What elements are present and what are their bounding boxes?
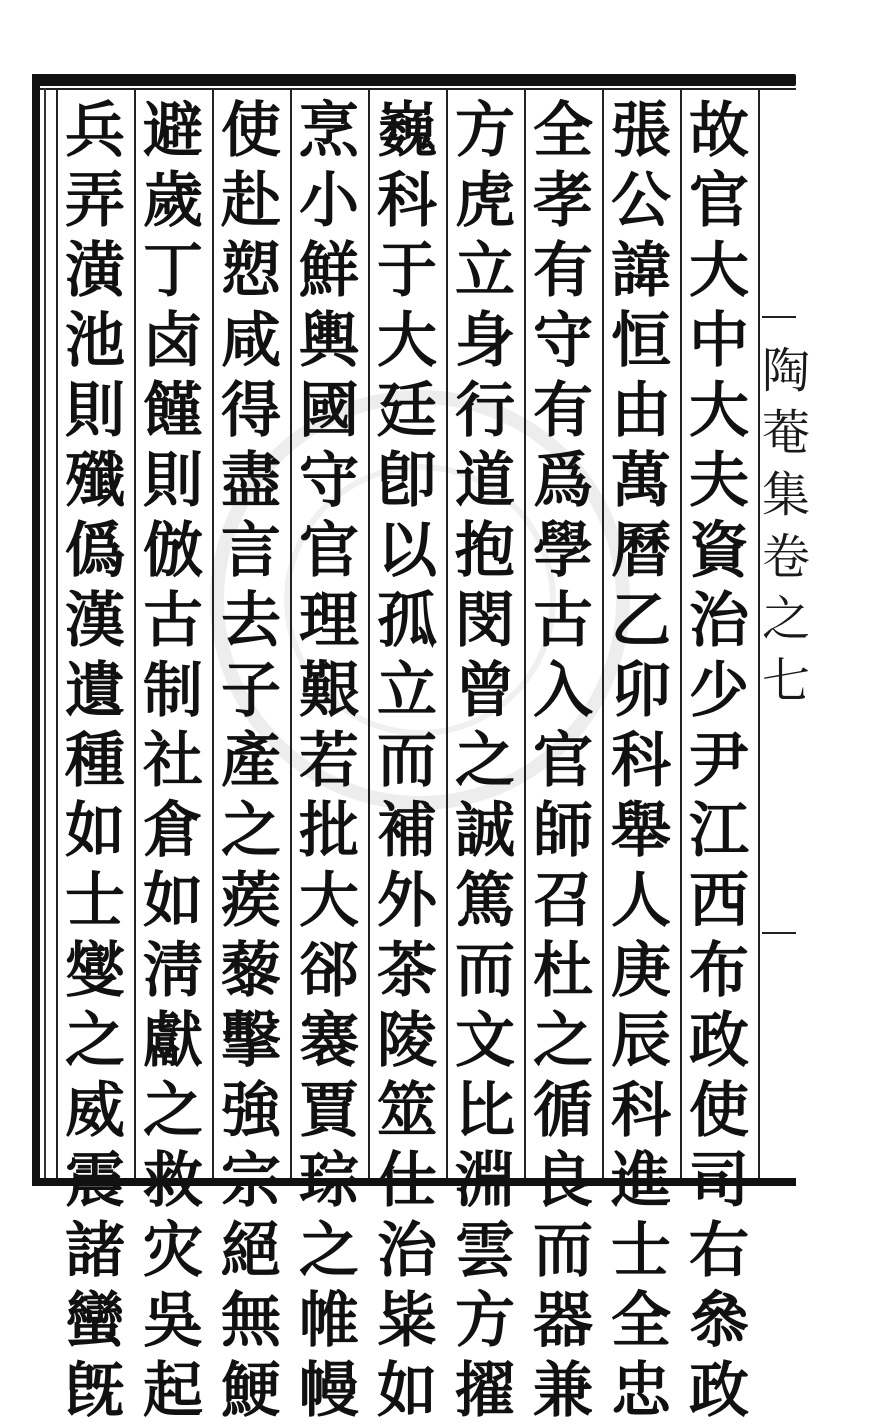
frame-left-border	[32, 74, 40, 1186]
column-character: 有	[533, 376, 593, 446]
column-character: 官	[689, 166, 749, 236]
column-character: 比	[455, 1076, 515, 1146]
column-character: 卤	[143, 306, 203, 376]
column-character: 召	[533, 866, 593, 936]
column-character: 循	[533, 1076, 593, 1146]
column-character: 宗	[221, 1146, 281, 1216]
column-character: 科	[611, 1076, 671, 1146]
column-character: 辰	[611, 1006, 671, 1076]
column-character: 絕	[221, 1216, 281, 1286]
column-character: 而	[533, 1216, 593, 1286]
column-character: 燮	[65, 936, 125, 1006]
column-character: 若	[299, 726, 359, 796]
column-character: 如	[377, 1356, 437, 1426]
text-column	[216, 96, 286, 1426]
column-character: 進	[611, 1146, 671, 1216]
column-character: 使	[221, 96, 281, 166]
column-character: 吳	[143, 1286, 203, 1356]
column-character: 廷	[377, 376, 437, 446]
banxin-title	[762, 340, 811, 712]
column-character: 起	[143, 1356, 203, 1426]
column-character: 科	[611, 726, 671, 796]
column-character: 行	[455, 376, 515, 446]
column-character: 曆	[611, 516, 671, 586]
column-character: 器	[533, 1286, 593, 1356]
column-character: 理	[299, 586, 359, 656]
column-character: 得	[221, 376, 281, 446]
column-character: 科	[377, 166, 437, 236]
column-character: 于	[377, 236, 437, 306]
column-character: 官	[299, 516, 359, 586]
column-character: 文	[455, 1006, 515, 1076]
column-character: 全	[611, 1286, 671, 1356]
text-column	[60, 96, 130, 1426]
column-character: 乙	[611, 586, 671, 656]
column-character: 之	[299, 1216, 359, 1286]
column-character: 古	[533, 586, 593, 656]
column-character: 賈	[299, 1076, 359, 1146]
column-character: 政	[689, 1356, 749, 1426]
column-character: 諱	[611, 236, 671, 306]
column-character: 守	[533, 306, 593, 376]
column-character: 杜	[533, 936, 593, 1006]
column-character: 而	[455, 936, 515, 1006]
column-character: 外	[377, 866, 437, 936]
column-character: 師	[533, 796, 593, 866]
column-character: 抱	[455, 516, 515, 586]
column-character: 強	[221, 1076, 281, 1146]
frame-top-border	[32, 74, 796, 86]
banxin-character: 菴	[762, 405, 811, 461]
column-character: 大	[299, 866, 359, 936]
column-character: 卽	[377, 446, 437, 516]
banxin-character: 集	[762, 467, 811, 523]
column-character: 威	[65, 1076, 125, 1146]
column-character: 帷	[299, 1286, 359, 1356]
column-character: 之	[143, 1076, 203, 1146]
column-character: 無	[221, 1286, 281, 1356]
column-character: 方	[455, 96, 515, 166]
column-character: 遺	[65, 656, 125, 726]
column-character: 弄	[65, 166, 125, 236]
column-character: 筮	[377, 1076, 437, 1146]
column-character: 有	[533, 236, 593, 306]
column-character: 子	[221, 656, 281, 726]
column-character: 殲	[65, 446, 125, 516]
column-character: 池	[65, 306, 125, 376]
column-character: 琮	[299, 1146, 359, 1216]
column-character: 人	[611, 866, 671, 936]
column-character: 咸	[221, 306, 281, 376]
column-character: 方	[455, 1286, 515, 1356]
column-character: 恒	[611, 306, 671, 376]
column-character: 蒺	[221, 866, 281, 936]
column-character: 叅	[689, 1286, 749, 1356]
text-column	[372, 96, 442, 1426]
column-character: 社	[143, 726, 203, 796]
column-character: 蠻	[65, 1286, 125, 1356]
frame-left-inner-line	[44, 88, 46, 1178]
text-column	[606, 96, 676, 1426]
column-divider	[446, 90, 448, 1178]
column-character: 愬	[221, 236, 281, 306]
column-character: 官	[533, 726, 593, 796]
column-character: 震	[65, 1146, 125, 1216]
column-character: 鮮	[299, 236, 359, 306]
text-column	[450, 96, 520, 1426]
column-character: 救	[143, 1146, 203, 1216]
column-character: 則	[65, 376, 125, 446]
column-character: 公	[611, 166, 671, 236]
column-character: 灾	[143, 1216, 203, 1286]
column-character: 批	[299, 796, 359, 866]
column-character: 少	[689, 656, 749, 726]
column-character: 旣	[65, 1356, 125, 1426]
column-character: 道	[455, 446, 515, 516]
column-divider	[56, 90, 58, 1178]
column-character: 倉	[143, 796, 203, 866]
column-character: 擊	[221, 1006, 281, 1076]
column-character: 閔	[455, 586, 515, 656]
column-character: 赴	[221, 166, 281, 236]
column-character: 制	[143, 656, 203, 726]
column-character: 張	[611, 96, 671, 166]
column-character: 擢	[455, 1356, 515, 1426]
column-character: 資	[689, 516, 749, 586]
column-character: 小	[299, 166, 359, 236]
column-character: 右	[689, 1216, 749, 1286]
column-divider	[680, 90, 682, 1178]
column-character: 倣	[143, 516, 203, 586]
column-character: 之	[65, 1006, 125, 1076]
column-character: 粊	[377, 1286, 437, 1356]
banxin-character: 之	[762, 591, 811, 647]
column-character: 尹	[689, 726, 749, 796]
column-character: 如	[143, 866, 203, 936]
column-character: 饉	[143, 376, 203, 446]
column-character: 漢	[65, 586, 125, 656]
column-character: 雲	[455, 1216, 515, 1286]
column-character: 西	[689, 866, 749, 936]
column-character: 學	[533, 516, 593, 586]
column-character: 立	[377, 656, 437, 726]
column-character: 士	[65, 866, 125, 936]
column-divider	[290, 90, 292, 1178]
column-character: 庚	[611, 936, 671, 1006]
column-character: 產	[221, 726, 281, 796]
column-character: 獻	[143, 1006, 203, 1076]
banxin-divider	[758, 90, 760, 1178]
column-character: 忠	[611, 1356, 671, 1426]
column-character: 補	[377, 796, 437, 866]
column-character: 士	[611, 1216, 671, 1286]
column-character: 避	[143, 96, 203, 166]
column-character: 身	[455, 306, 515, 376]
column-character: 去	[221, 586, 281, 656]
column-character: 篤	[455, 866, 515, 936]
column-character: 爲	[533, 446, 593, 516]
column-character: 虎	[455, 166, 515, 236]
column-character: 丁	[143, 236, 203, 306]
column-character: 治	[377, 1216, 437, 1286]
column-character: 烹	[299, 96, 359, 166]
column-character: 褰	[299, 1006, 359, 1076]
column-character: 茶	[377, 936, 437, 1006]
column-character: 良	[533, 1146, 593, 1216]
text-column	[684, 96, 754, 1426]
column-character: 大	[689, 236, 749, 306]
column-character: 諸	[65, 1216, 125, 1286]
column-character: 誠	[455, 796, 515, 866]
column-character: 司	[689, 1146, 749, 1216]
column-character: 兵	[65, 96, 125, 166]
column-character: 守	[299, 446, 359, 516]
column-character: 萬	[611, 446, 671, 516]
column-divider	[602, 90, 604, 1178]
column-character: 種	[65, 726, 125, 796]
column-character: 以	[377, 516, 437, 586]
column-character: 政	[689, 1006, 749, 1076]
column-character: 中	[689, 306, 749, 376]
column-character: 故	[689, 96, 749, 166]
column-character: 言	[221, 516, 281, 586]
column-character: 輿	[299, 306, 359, 376]
column-character: 潢	[65, 236, 125, 306]
column-character: 如	[65, 796, 125, 866]
column-character: 孝	[533, 166, 593, 236]
column-character: 國	[299, 376, 359, 446]
text-column	[528, 96, 598, 1426]
column-character: 入	[533, 656, 593, 726]
column-character: 而	[377, 726, 437, 796]
column-character: 大	[689, 376, 749, 446]
column-character: 淵	[455, 1146, 515, 1216]
column-divider	[524, 90, 526, 1178]
column-character: 立	[455, 236, 515, 306]
column-character: 淸	[143, 936, 203, 1006]
column-character: 陵	[377, 1006, 437, 1076]
column-character: 舉	[611, 796, 671, 866]
column-character: 藜	[221, 936, 281, 1006]
column-divider	[212, 90, 214, 1178]
column-character: 大	[377, 306, 437, 376]
text-column	[294, 96, 364, 1426]
column-character: 由	[611, 376, 671, 446]
column-character: 使	[689, 1076, 749, 1146]
column-character: 之	[533, 1006, 593, 1076]
banxin-character: 七	[762, 653, 811, 709]
column-character: 則	[143, 446, 203, 516]
column-character: 古	[143, 586, 203, 656]
column-character: 江	[689, 796, 749, 866]
column-character: 孤	[377, 586, 437, 656]
text-column	[138, 96, 208, 1426]
column-character: 兼	[533, 1356, 593, 1426]
column-character: 仕	[377, 1146, 437, 1216]
column-character: 巍	[377, 96, 437, 166]
column-character: 之	[455, 726, 515, 796]
banxin-bottom-rule	[762, 932, 796, 934]
column-character: 僞	[65, 516, 125, 586]
column-character: 艱	[299, 656, 359, 726]
column-character: 盡	[221, 446, 281, 516]
column-character: 曾	[455, 656, 515, 726]
column-character: 之	[221, 796, 281, 866]
column-character: 布	[689, 936, 749, 1006]
banxin-top-rule	[762, 316, 796, 318]
column-character: 郤	[299, 936, 359, 1006]
column-character: 全	[533, 96, 593, 166]
column-divider	[134, 90, 136, 1178]
column-character: 卯	[611, 656, 671, 726]
banxin-character: 陶	[762, 343, 811, 399]
column-character: 夫	[689, 446, 749, 516]
column-character: 歲	[143, 166, 203, 236]
column-character: 鯁	[221, 1356, 281, 1426]
column-character: 幔	[299, 1356, 359, 1426]
column-divider	[368, 90, 370, 1178]
column-character: 治	[689, 586, 749, 656]
banxin-character: 卷	[762, 529, 811, 585]
